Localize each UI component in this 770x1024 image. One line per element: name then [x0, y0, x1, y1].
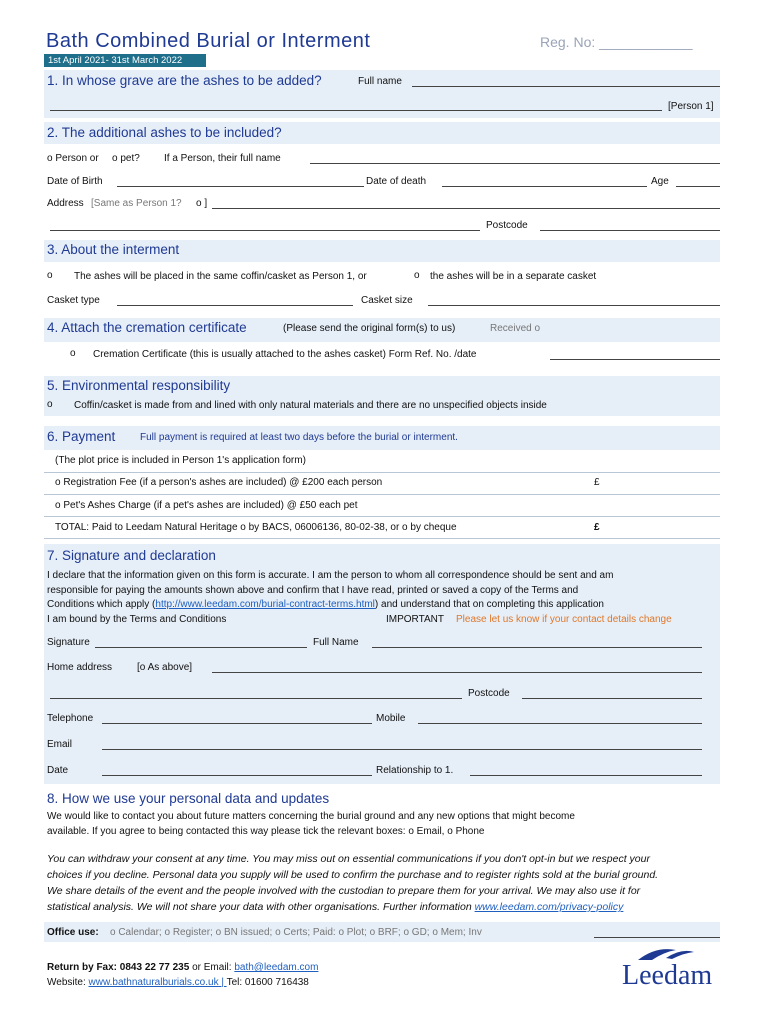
casket-size-label: Casket size — [361, 295, 413, 306]
payment-note: Full payment is required at least two days before the burial or interment. — [140, 432, 458, 443]
declaration-line-3a: Conditions which apply ( — [47, 599, 156, 610]
fax-label: Return by Fax: 0843 22 77 235 — [47, 962, 190, 973]
postcode-label: Postcode — [486, 220, 528, 231]
office-use-label: Office use: — [47, 927, 99, 938]
person1-name-input-2[interactable] — [50, 98, 662, 111]
email-label: Email — [47, 739, 73, 750]
postcode-label-2: Postcode — [468, 688, 510, 699]
declarant-name-input[interactable] — [372, 636, 702, 648]
mobile-label: Mobile — [376, 713, 406, 724]
section-4-heading: 4. Attach the cremation certificate — [47, 320, 247, 335]
dob-label: Date of Birth — [47, 176, 103, 187]
privacy-line-4 — [47, 899, 623, 915]
environment-checkbox[interactable]: o — [47, 399, 53, 410]
same-casket-label: The ashes will be placed in the same coffin/casket as Person 1, or — [74, 271, 367, 282]
same-casket-checkbox[interactable]: o — [47, 270, 53, 281]
section-2-heading: 2. The additional ashes to be included? — [47, 125, 282, 140]
footer-email-link[interactable]: bath@leedam.com — [234, 962, 319, 973]
person-1-tag: [Person 1] — [668, 101, 714, 112]
address-input-2[interactable] — [50, 219, 480, 231]
home-postcode-input[interactable] — [522, 687, 702, 699]
environment-statement: Coffin/casket is made from and lined with only natural materials and there are no unspecified objects inside — [74, 400, 547, 411]
leedam-logo — [622, 960, 712, 992]
declaration-line-2: responsible for paying the amounts shown above and confirm that I have read, printed or saved a copy of the Terms and — [47, 585, 579, 596]
dod-input[interactable] — [442, 175, 647, 187]
received-checkbox[interactable]: Received o — [490, 323, 541, 334]
mobile-input[interactable] — [418, 712, 702, 724]
total-amount[interactable]: £ — [594, 522, 600, 533]
footer-website-link[interactable]: www.bathnaturalburials.co.uk — [88, 977, 219, 988]
as-above-checkbox[interactable]: [o As above] — [137, 662, 193, 673]
age-label: Age — [651, 176, 669, 187]
or-email-label: or Email: — [192, 962, 232, 973]
total-label[interactable]: TOTAL: Paid to Leedam Natural Heritage o by BACS, 06006136, 80-02-38, or o by cheque — [55, 522, 457, 533]
section-3-heading: 3. About the interment — [47, 242, 180, 257]
section-4-note: (Please send the original form(s) to us) — [283, 323, 456, 334]
person-checkbox[interactable]: o Person or — [47, 153, 99, 164]
cert-label: Cremation Certificate (this is usually attached to the ashes casket) Form Ref. No. /date — [93, 349, 477, 360]
privacy-line-4-text: statistical analysis. We will not share your data with other organisations. Further information — [47, 901, 472, 913]
pet-checkbox[interactable]: o pet? — [112, 153, 140, 164]
cert-checkbox[interactable]: o — [70, 348, 76, 359]
declaration-line-3 — [47, 599, 604, 610]
date-label: Date — [47, 765, 69, 776]
additional-full-name-input[interactable] — [310, 152, 720, 164]
dob-input[interactable] — [117, 175, 364, 187]
casket-size-input[interactable] — [428, 294, 720, 306]
email-input[interactable] — [102, 738, 702, 750]
contact-text-1: We would like to contact you about future matters concerning the burial ground and any new options that might become — [47, 811, 575, 822]
reg-no-field[interactable]: Reg. No: ____________ — [540, 34, 693, 50]
declaration-line-1: I declare that the information given on this form is accurate. I am the person to whom all correspondence should be sent and am — [47, 570, 614, 581]
age-input[interactable] — [676, 175, 720, 187]
page-title: Bath Combined Burial or Interment — [46, 30, 371, 52]
pet-fee-checkbox[interactable]: o Pet's Ashes Charge (if a pet's ashes are included) @ £50 each pet — [55, 500, 358, 511]
privacy-line-2: choices if you decline. Personal data you supply will be used to confirm the purchase and to register rights sold at the burial ground. — [47, 869, 659, 881]
full-name-label-2: Full Name — [313, 637, 359, 648]
office-use-items: o Calendar; o Register; o BN issued; o Certs; Paid: o Plot; o BRF; o GD; o Mem; Inv — [110, 927, 482, 938]
relationship-input[interactable] — [470, 764, 702, 776]
declaration-line-3b: ) and understand that on completing this application — [374, 599, 604, 610]
person1-name-input[interactable] — [412, 74, 720, 87]
postcode-input[interactable] — [540, 219, 720, 231]
full-name-label: Full name — [358, 76, 402, 87]
signature-input[interactable] — [95, 636, 307, 648]
invoice-input[interactable] — [594, 926, 720, 938]
footer-website-line — [47, 977, 309, 988]
address-input[interactable] — [212, 197, 720, 209]
address-label: Address — [47, 198, 84, 209]
plot-note: (The plot price is included in Person 1's application form) — [55, 455, 306, 466]
leedam-logo-mark — [636, 944, 696, 962]
casket-type-label: Casket type — [47, 295, 100, 306]
section-1-heading: 1. In whose grave are the ashes to be added? — [47, 73, 322, 88]
reg-fee-amount[interactable]: £ — [594, 477, 600, 488]
telephone-input[interactable] — [102, 712, 372, 724]
website-label: Website: — [47, 977, 86, 988]
separate-casket-label: the ashes will be in a separate casket — [430, 271, 597, 282]
section-7-heading: 7. Signature and declaration — [47, 548, 216, 563]
privacy-link[interactable]: www.leedam.com/privacy-policy — [474, 901, 624, 913]
leedam-logo-text: Leedam — [622, 960, 713, 991]
home-address-input-2[interactable] — [50, 687, 462, 699]
dod-label: Date of death — [366, 176, 427, 187]
section-8-heading: 8. How we use your personal data and updates — [47, 791, 330, 806]
separate-casket-checkbox[interactable]: o — [414, 270, 420, 281]
privacy-line-1: You can withdraw your consent at any time. You may miss out on essential communications if you don't opt-in but we respect your — [47, 853, 650, 865]
important-label: IMPORTANT — [386, 614, 444, 625]
footer-fax-line — [47, 962, 318, 973]
date-input[interactable] — [102, 764, 372, 776]
section-5-heading: 5. Environmental responsibility — [47, 378, 231, 393]
same-as-person1: [Same as Person 1? — [91, 198, 182, 209]
terms-link[interactable]: http://www.leedam.com/burial-contract-terms.html — [155, 599, 375, 610]
section-6-heading: 6. Payment — [47, 429, 116, 444]
casket-type-input[interactable] — [117, 294, 353, 306]
home-address-input[interactable] — [212, 661, 702, 673]
footer-tel: Tel: 01600 716438 — [226, 977, 309, 988]
same-as-checkbox[interactable]: o ] — [196, 198, 208, 209]
reg-fee-checkbox[interactable]: o Registration Fee (if a person's ashes are included) @ £200 each person — [55, 477, 383, 488]
contact-text-2[interactable]: available. If you agree to being contacted this way please tick the relevant boxes: o Email, o Phone — [47, 826, 485, 837]
date-range: 1st April 2021- 31st March 2022 — [44, 54, 206, 67]
if-person-label: If a Person, their full name — [164, 153, 281, 164]
declaration-line-4: I am bound by the Terms and Conditions — [47, 614, 227, 625]
telephone-label: Telephone — [47, 713, 94, 724]
home-address-label: Home address — [47, 662, 113, 673]
footer-separator: | — [218, 977, 227, 988]
privacy-line-3: We share details of the event and the people involved with the custodian to prepare them for your arrival. We may also use it for — [47, 885, 641, 897]
signature-label: Signature — [47, 637, 90, 648]
relationship-label: Relationship to 1. — [376, 765, 454, 776]
important-note: Please let us know if your contact details change — [456, 614, 672, 625]
cert-ref-input[interactable] — [550, 348, 720, 360]
